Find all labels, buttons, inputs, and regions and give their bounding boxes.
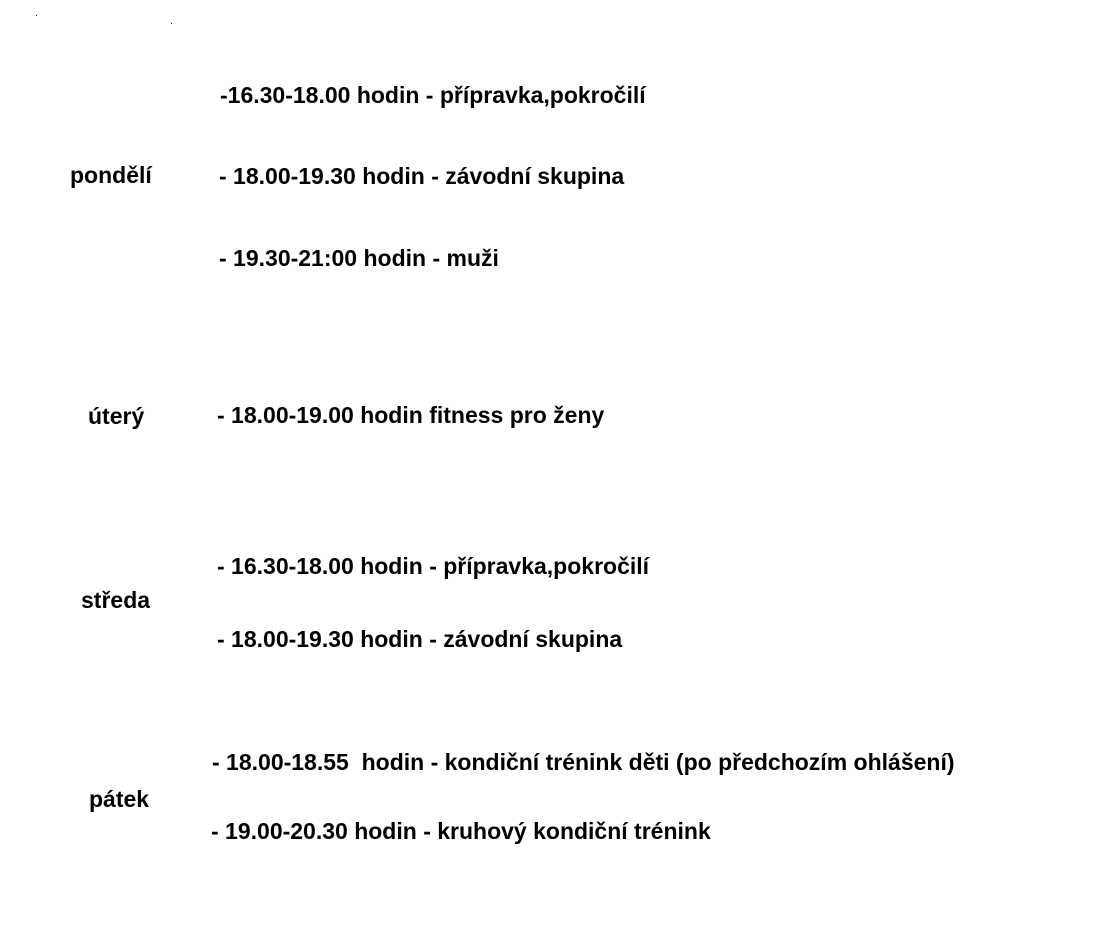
day-label-wednesday: středa (81, 587, 151, 613)
schedule-entry: - 16.30-18.00 hodin - přípravka,pokročilí (217, 553, 650, 579)
day-label-friday: pátek (89, 786, 150, 812)
schedule-entry: - 18.00-19.30 hodin - závodní skupina (217, 626, 623, 652)
day-label-monday: pondělí (70, 162, 152, 188)
schedule-entry: - 19.30-21:00 hodin - muži (219, 245, 499, 271)
stray-dot (171, 23, 172, 24)
schedule-entry: -16.30-18.00 hodin - přípravka,pokročilí (220, 82, 646, 108)
schedule-entry: - 18.00-19.30 hodin - závodní skupina (219, 163, 625, 189)
schedule-entry: - 18.00-19.00 hodin fitness pro ženy (217, 402, 605, 428)
schedule-entry: - 18.00-18.55 hodin - kondiční trénink děti (po předchozím ohlášení) (212, 749, 955, 775)
schedule-entry: - 19.00-20.30 hodin - kruhový kondiční trénink (211, 818, 711, 844)
day-label-tuesday: úterý (88, 403, 145, 429)
stray-dot (36, 15, 37, 16)
